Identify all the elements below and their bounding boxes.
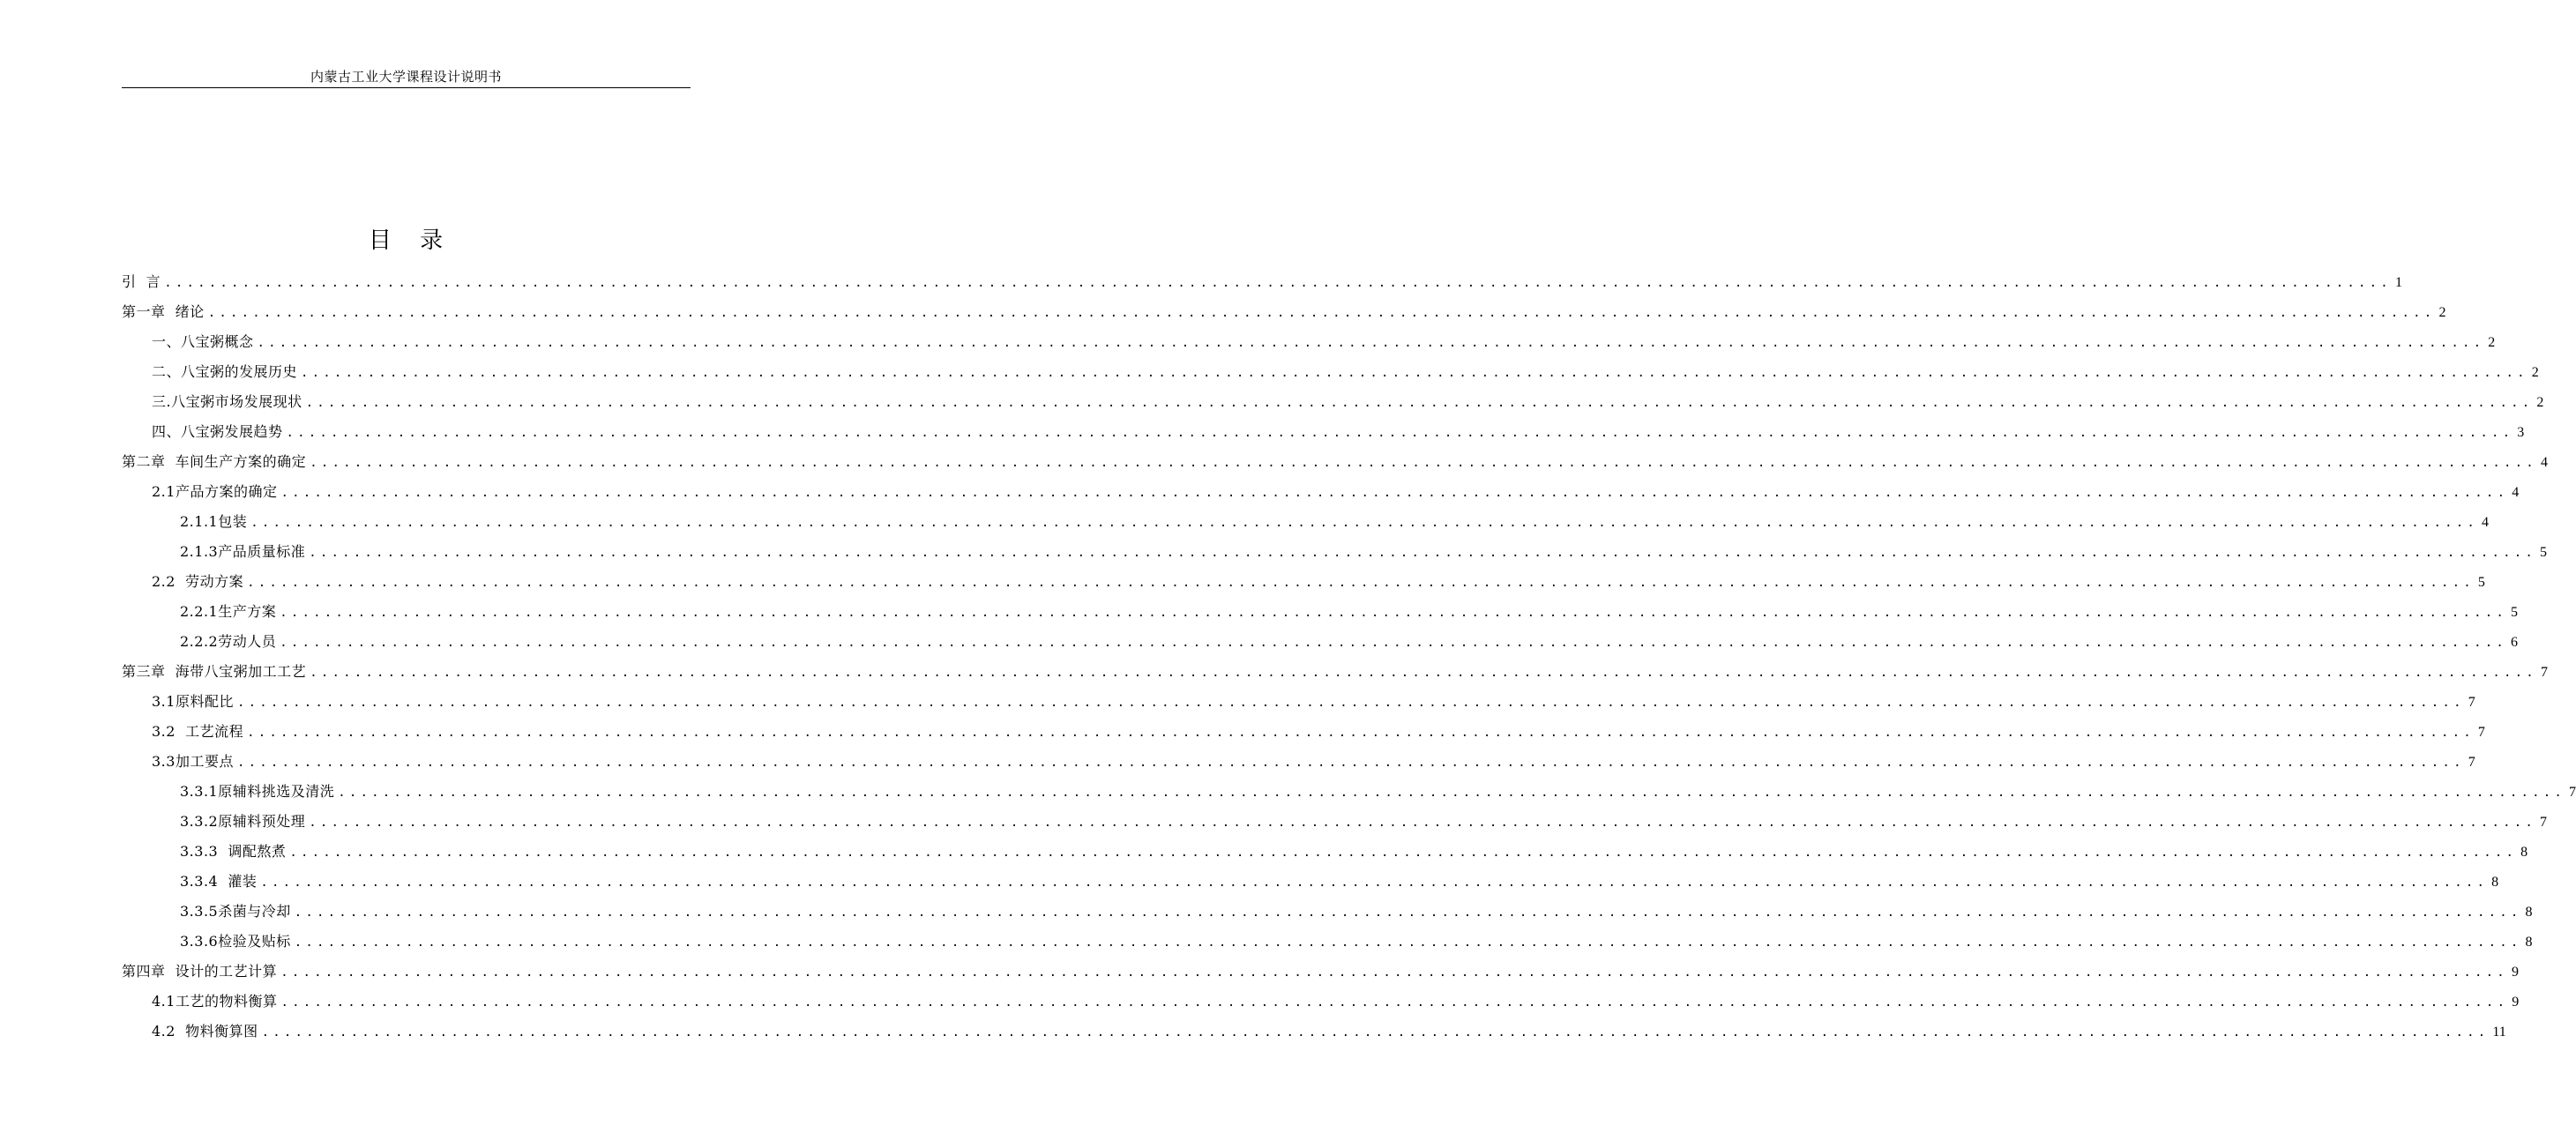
- toc-dot-leader: ........................................................................................................................................................................................................: [310, 456, 2537, 470]
- toc-entry-page-number: 7: [2540, 665, 2548, 680]
- toc-entry-page-number: 2: [2488, 335, 2496, 350]
- toc-entry[interactable]: [152, 477, 2520, 507]
- toc-dot-leader: ........................................................................................................................................................................................................: [309, 546, 2536, 560]
- toc-entry-label: 三.八宝粥市场发展现状: [152, 393, 302, 410]
- toc-entry[interactable]: [180, 627, 2518, 657]
- toc-entry[interactable]: [152, 357, 2539, 387]
- toc-entry-page-number: 7: [2468, 695, 2475, 710]
- toc-entry[interactable]: [152, 687, 2475, 717]
- toc-entry-label: 二、八宝粥的发展历史: [152, 363, 298, 380]
- toc-entry-page-number: 3: [2517, 425, 2525, 440]
- toc-entry-page-number: 2: [2531, 365, 2539, 380]
- toc-entry[interactable]: [180, 777, 2576, 807]
- toc-entry[interactable]: [152, 1017, 2506, 1047]
- toc-entry-page-number: 9: [2512, 995, 2520, 1010]
- toc-entry-page-number: 5: [2477, 575, 2485, 590]
- toc-dot-leader: ........................................................................................................................................................................................................: [236, 756, 2465, 770]
- toc-entry-label: 2.1.1包装: [180, 513, 248, 530]
- toc-entry[interactable]: [180, 867, 2499, 897]
- toc-entry-page-number: 2: [2438, 305, 2446, 320]
- toc-entry-label: 2.2 劳动方案: [152, 573, 244, 590]
- toc-entry-label: 3.3.4 灌装: [180, 873, 258, 890]
- toc-entry-label: 3.2 工艺流程: [152, 723, 244, 740]
- toc-entry[interactable]: [180, 927, 2533, 957]
- toc-entry[interactable]: [122, 447, 2548, 477]
- toc-entry-page-number: 5: [2510, 605, 2518, 620]
- toc-entry-page-number: 4: [2540, 455, 2548, 470]
- toc-entry[interactable]: [152, 567, 2485, 597]
- toc-entry[interactable]: [152, 717, 2485, 747]
- toc-entry-label: 3.3加工要点: [152, 753, 234, 770]
- toc-entry[interactable]: [180, 897, 2533, 927]
- page-header-title: 内蒙古工业大学课程设计说明书: [310, 69, 502, 85]
- toc-entry-label: 4.1工艺的物料衡算: [152, 993, 278, 1010]
- header-rule: [122, 87, 691, 88]
- toc-dot-leader: ........................................................................................................................................................................................................: [310, 666, 2537, 680]
- toc-entry[interactable]: [180, 597, 2518, 627]
- toc-dot-leader: ........................................................................................................................................................................................................: [309, 816, 2536, 830]
- toc-entry-label: 第四章 设计的工艺计算: [122, 963, 278, 980]
- toc-entry[interactable]: [152, 417, 2525, 447]
- toc-dot-leader: ........................................................................................................................................................................................................: [236, 696, 2465, 710]
- toc-entry-page-number: 7: [2477, 725, 2485, 740]
- toc-dot-leader: ........................................................................................................................................................................................................: [280, 965, 2508, 980]
- toc-entry-page-number: 2: [2536, 395, 2544, 410]
- toc-entry-label: 2.2.2劳动人员: [180, 633, 277, 650]
- toc-dot-leader: ........................................................................................................................................................................................................: [247, 726, 2475, 740]
- toc-entry-page-number: 8: [2491, 875, 2499, 890]
- toc-dot-leader: ........................................................................................................................................................................................................: [301, 366, 2528, 380]
- toc-entry-page-number: 9: [2511, 965, 2519, 980]
- toc-entry-label: 一、八宝粥概念: [152, 333, 254, 350]
- toc-dot-leader: ........................................................................................................................................................................................................: [280, 486, 2509, 500]
- toc-entry[interactable]: [152, 747, 2475, 777]
- toc-entry[interactable]: [122, 267, 2402, 297]
- toc-entry-page-number: 7: [2468, 755, 2475, 770]
- toc-title: 目 录: [368, 227, 454, 254]
- toc-dot-leader: ........................................................................................................................................................................................................: [286, 426, 2514, 440]
- toc-dot-leader: ........................................................................................................................................................................................................: [294, 936, 2522, 950]
- toc-entry-label: 3.1原料配比: [152, 693, 234, 710]
- toc-dot-leader: ........................................................................................................................................................................................................: [164, 276, 2392, 290]
- toc-entry-page-number: 11: [2492, 1025, 2506, 1040]
- toc-entry[interactable]: [152, 987, 2520, 1017]
- toc-entry-page-number: 8: [2520, 845, 2528, 860]
- toc-entry[interactable]: [122, 957, 2519, 987]
- toc-entry-label: 4.2 物料衡算图: [152, 1023, 258, 1040]
- toc-entry-label: 引 言: [122, 273, 161, 290]
- toc-dot-leader: ........................................................................................................................................................................................................: [338, 786, 2565, 800]
- toc-entry-label: 3.3.1原辅料挑选及清洗: [180, 783, 335, 800]
- toc-entry[interactable]: [180, 507, 2489, 537]
- toc-entry[interactable]: [122, 297, 2446, 327]
- toc-entry-page-number: 7: [2568, 785, 2576, 800]
- toc-dot-leader: ........................................................................................................................................................................................................: [305, 396, 2534, 410]
- toc-entry-label: 3.3.6检验及贴标: [180, 933, 291, 950]
- toc-entry[interactable]: [122, 657, 2548, 687]
- toc-entry-page-number: 4: [2512, 485, 2520, 500]
- toc-entry-label: 第一章 绪论: [122, 303, 205, 320]
- toc-entry-label: 2.1产品方案的确定: [152, 483, 278, 500]
- toc-entry-label: 2.1.3产品质量标准: [180, 543, 306, 560]
- toc-dot-leader: ........................................................................................................................................................................................................: [289, 846, 2518, 860]
- toc-entry-page-number: 5: [2539, 545, 2547, 560]
- toc-dot-leader: ........................................................................................................................................................................................................: [250, 516, 2478, 530]
- toc-dot-leader: ........................................................................................................................................................................................................: [261, 1025, 2490, 1040]
- toc-entry-page-number: 4: [2481, 515, 2489, 530]
- toc-dot-leader: ........................................................................................................................................................................................................: [280, 636, 2507, 650]
- toc-entry[interactable]: [180, 807, 2547, 837]
- toc-dot-leader: ........................................................................................................................................................................................................: [247, 576, 2475, 590]
- toc-entry-page-number: 6: [2510, 635, 2518, 650]
- toc-dot-leader: ........................................................................................................................................................................................................: [280, 995, 2509, 1010]
- toc-entry-label: 3.3.2原辅料预处理: [180, 813, 306, 830]
- toc-dot-leader: ........................................................................................................................................................................................................: [280, 606, 2507, 620]
- toc-entry[interactable]: [152, 387, 2544, 417]
- toc-dot-leader: ........................................................................................................................................................................................................: [294, 906, 2522, 920]
- toc-entry-label: 3.3.5杀菌与冷却: [180, 903, 291, 920]
- toc-entry-page-number: 7: [2539, 815, 2547, 830]
- toc-dot-leader: ........................................................................................................................................................................................................: [207, 306, 2436, 320]
- toc-entry-label: 第三章 海带八宝粥加工工艺: [122, 663, 307, 680]
- toc-entry-label: 3.3.3 调配熬煮: [180, 843, 287, 860]
- toc-entry-page-number: 8: [2525, 905, 2533, 920]
- toc-entry[interactable]: [180, 837, 2528, 867]
- toc-entry[interactable]: [152, 327, 2496, 357]
- toc-entry-label: 2.2.1生产方案: [180, 603, 277, 620]
- toc-entry-label: 第二章 车间生产方案的确定: [122, 453, 307, 470]
- toc-entry-label: 四、八宝粥发展趋势: [152, 423, 283, 440]
- toc-dot-leader: ........................................................................................................................................................................................................: [260, 876, 2489, 890]
- toc-entry-page-number: 8: [2525, 935, 2533, 950]
- toc-dot-leader: ........................................................................................................................................................................................................: [257, 336, 2485, 350]
- toc-entry[interactable]: [180, 537, 2547, 567]
- toc-entry-page-number: 1: [2394, 275, 2402, 290]
